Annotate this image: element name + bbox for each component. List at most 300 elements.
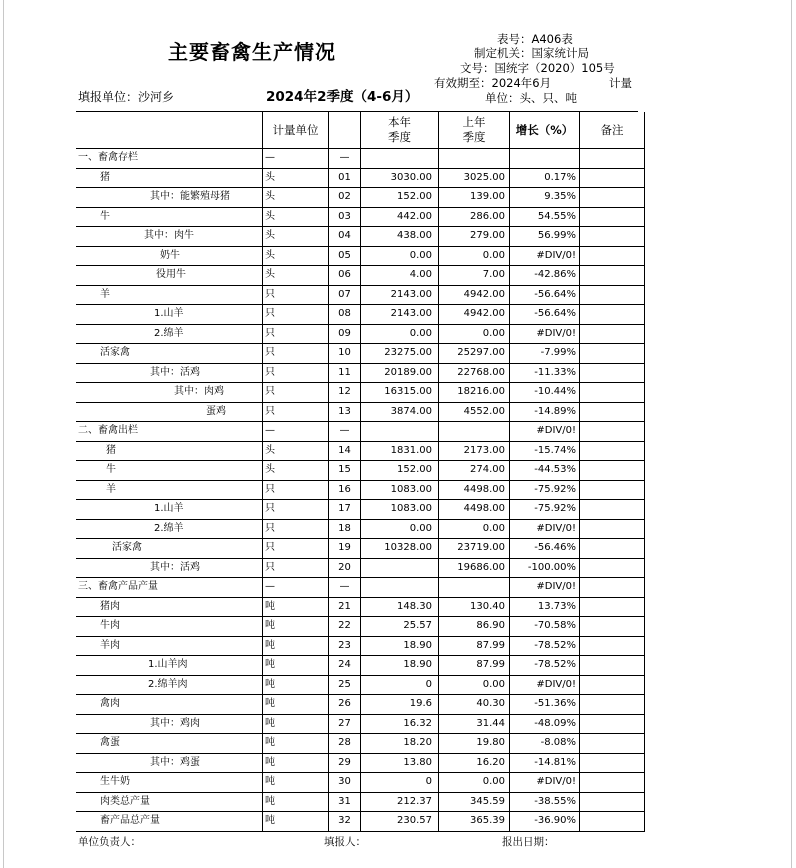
row-last: 139.00	[439, 188, 510, 208]
row-remarks	[580, 558, 645, 578]
row-remarks	[580, 656, 645, 676]
row-growth: -14.89%	[510, 402, 580, 422]
row-remarks	[580, 480, 645, 500]
row-unit: 头	[263, 227, 329, 247]
row-item-name: 其中：肉鸡	[76, 383, 263, 403]
row-growth: -78.52%	[510, 656, 580, 676]
row-item-name: 2.绵羊肉	[76, 675, 263, 695]
table-row	[76, 227, 645, 247]
row-unit: 头	[263, 207, 329, 227]
row-current: 1083.00	[361, 500, 439, 520]
row-current	[361, 422, 439, 442]
row-growth: -51.36%	[510, 695, 580, 715]
row-current	[361, 578, 439, 598]
row-code: 11	[329, 363, 361, 383]
row-item-name: 奶牛	[76, 246, 263, 266]
row-code: 21	[329, 597, 361, 617]
row-current: 2143.00	[361, 305, 439, 325]
row-current	[361, 558, 439, 578]
row-last: 3025.00	[439, 168, 510, 188]
row-growth: #DIV/0!	[510, 578, 580, 598]
row-code: 31	[329, 792, 361, 812]
header-unit: 计量单位	[263, 112, 329, 149]
sheet-border-right	[791, 0, 792, 868]
row-unit: 吨	[263, 636, 329, 656]
row-remarks	[580, 324, 645, 344]
row-item-name: 牛肉	[76, 617, 263, 637]
row-unit: 只	[263, 324, 329, 344]
row-current: 19.6	[361, 695, 439, 715]
document-number: 文号：国统字（2020）105号	[460, 61, 615, 75]
table-row	[76, 578, 645, 598]
row-code: 15	[329, 461, 361, 481]
row-unit: 只	[263, 363, 329, 383]
row-last: 40.30	[439, 695, 510, 715]
row-current: 230.57	[361, 812, 439, 832]
row-current: 25.57	[361, 617, 439, 637]
row-remarks	[580, 539, 645, 559]
row-code: 29	[329, 753, 361, 773]
row-item-name: 牛	[76, 461, 263, 481]
row-item-name: 生牛奶	[76, 773, 263, 793]
row-unit: 吨	[263, 656, 329, 676]
footer-head: 单位负责人：	[78, 836, 141, 848]
row-last: 0.00	[439, 773, 510, 793]
row-growth: 54.55%	[510, 207, 580, 227]
row-code: 20	[329, 558, 361, 578]
table-row	[76, 188, 645, 208]
row-last: 87.99	[439, 636, 510, 656]
row-unit: —	[263, 149, 329, 169]
row-growth: #DIV/0!	[510, 324, 580, 344]
row-remarks	[580, 227, 645, 247]
row-remarks	[580, 695, 645, 715]
row-unit: 头	[263, 266, 329, 286]
row-growth: -14.81%	[510, 753, 580, 773]
table-header	[76, 112, 645, 149]
row-current	[361, 149, 439, 169]
row-remarks	[580, 597, 645, 617]
row-remarks	[580, 812, 645, 832]
row-code: 27	[329, 714, 361, 734]
row-code: —	[329, 578, 361, 598]
row-growth: -38.55%	[510, 792, 580, 812]
row-growth: 0.17%	[510, 168, 580, 188]
row-growth: #DIV/0!	[510, 773, 580, 793]
table-row	[76, 617, 645, 637]
row-last: 19686.00	[439, 558, 510, 578]
row-unit: 只	[263, 305, 329, 325]
row-last: 4942.00	[439, 305, 510, 325]
row-unit: 只	[263, 402, 329, 422]
row-growth: -44.53%	[510, 461, 580, 481]
row-code: 04	[329, 227, 361, 247]
row-growth: -70.58%	[510, 617, 580, 637]
row-unit: 只	[263, 539, 329, 559]
row-current: 13.80	[361, 753, 439, 773]
row-item-name: 役用牛	[76, 266, 263, 286]
header-code	[329, 112, 361, 149]
row-remarks	[580, 578, 645, 598]
row-remarks	[580, 188, 645, 208]
row-last: 22768.00	[439, 363, 510, 383]
row-unit: 吨	[263, 773, 329, 793]
row-unit: 头	[263, 246, 329, 266]
table-row	[76, 539, 645, 559]
row-remarks	[580, 714, 645, 734]
row-last: 19.80	[439, 734, 510, 754]
row-item-name: 其中：能繁殖母猪	[76, 188, 263, 208]
row-unit: 头	[263, 441, 329, 461]
row-last: 7.00	[439, 266, 510, 286]
row-current: 2143.00	[361, 285, 439, 305]
row-code: 22	[329, 617, 361, 637]
row-unit: 只	[263, 480, 329, 500]
row-item-name: 其中：鸡肉	[76, 714, 263, 734]
row-growth: -8.08%	[510, 734, 580, 754]
row-current: 23275.00	[361, 344, 439, 364]
row-item-name: 1.山羊	[76, 500, 263, 520]
row-current: 18.20	[361, 734, 439, 754]
table-row	[76, 675, 645, 695]
row-remarks	[580, 519, 645, 539]
production-table	[76, 112, 645, 832]
row-remarks	[580, 305, 645, 325]
table-row	[76, 207, 645, 227]
row-remarks	[580, 246, 645, 266]
row-remarks	[580, 363, 645, 383]
row-item-name: 牛	[76, 207, 263, 227]
row-code: 24	[329, 656, 361, 676]
row-code: 26	[329, 695, 361, 715]
measure-label: 计量	[609, 76, 632, 90]
header-remarks: 备注	[580, 112, 645, 149]
row-last: 0.00	[439, 324, 510, 344]
row-growth: -11.33%	[510, 363, 580, 383]
row-last	[439, 578, 510, 598]
row-code: 16	[329, 480, 361, 500]
authority: 制定机关：国家统计局	[474, 46, 589, 60]
row-growth: -7.99%	[510, 344, 580, 364]
row-current: 16.32	[361, 714, 439, 734]
table-row	[76, 461, 645, 481]
row-code: —	[329, 422, 361, 442]
row-growth: 13.73%	[510, 597, 580, 617]
row-growth: -10.44%	[510, 383, 580, 403]
row-remarks	[580, 734, 645, 754]
row-current: 442.00	[361, 207, 439, 227]
row-item-name: 猪	[76, 168, 263, 188]
table-row	[76, 734, 645, 754]
table-row	[76, 324, 645, 344]
row-last: 286.00	[439, 207, 510, 227]
table-row	[76, 714, 645, 734]
table-row	[76, 305, 645, 325]
row-current: 20189.00	[361, 363, 439, 383]
footer-filler: 填报人：	[324, 836, 366, 848]
row-last: 0.00	[439, 675, 510, 695]
row-current: 0	[361, 675, 439, 695]
row-unit: 只	[263, 344, 329, 364]
row-item-name: 三、畜禽产品产量	[76, 578, 263, 598]
row-growth: -36.90%	[510, 812, 580, 832]
row-last: 2173.00	[439, 441, 510, 461]
row-item-name: 羊	[76, 285, 263, 305]
row-item-name: 其中：鸡蛋	[76, 753, 263, 773]
table-row	[76, 363, 645, 383]
row-last: 274.00	[439, 461, 510, 481]
row-growth: -56.46%	[510, 539, 580, 559]
row-current: 0.00	[361, 324, 439, 344]
row-growth: -75.92%	[510, 500, 580, 520]
row-code: 03	[329, 207, 361, 227]
page-title: 主要畜禽生产情况	[168, 40, 336, 64]
row-item-name: 活家禽	[76, 539, 263, 559]
row-item-name: 1.山羊	[76, 305, 263, 325]
row-remarks	[580, 285, 645, 305]
row-unit: 头	[263, 188, 329, 208]
row-remarks	[580, 617, 645, 637]
row-item-name: 其中：活鸡	[76, 558, 263, 578]
row-item-name: 2.绵羊	[76, 519, 263, 539]
row-remarks	[580, 461, 645, 481]
row-unit: 吨	[263, 753, 329, 773]
footer-date: 报出日期：	[502, 836, 555, 848]
row-current: 4.00	[361, 266, 439, 286]
row-code: 07	[329, 285, 361, 305]
row-item-name: 猪肉	[76, 597, 263, 617]
report-period: 2024年2季度（4-6月）	[266, 89, 419, 105]
row-code: 25	[329, 675, 361, 695]
table-row	[76, 636, 645, 656]
row-current: 212.37	[361, 792, 439, 812]
row-code: 06	[329, 266, 361, 286]
row-last: 23719.00	[439, 539, 510, 559]
row-remarks	[580, 344, 645, 364]
row-current: 0.00	[361, 519, 439, 539]
row-last: 4498.00	[439, 500, 510, 520]
table-row	[76, 753, 645, 773]
row-last: 25297.00	[439, 344, 510, 364]
table-row	[76, 149, 645, 169]
row-growth: 9.35%	[510, 188, 580, 208]
table-row	[76, 383, 645, 403]
row-growth: -75.92%	[510, 480, 580, 500]
row-code: 08	[329, 305, 361, 325]
row-current: 0	[361, 773, 439, 793]
row-code: 12	[329, 383, 361, 403]
row-item-name: 二、畜禽出栏	[76, 422, 263, 442]
header-current: 本年 季度	[361, 112, 439, 149]
row-current: 1083.00	[361, 480, 439, 500]
row-remarks	[580, 383, 645, 403]
row-growth: 56.99%	[510, 227, 580, 247]
row-unit: 吨	[263, 597, 329, 617]
table-row	[76, 558, 645, 578]
row-growth	[510, 149, 580, 169]
row-current: 3874.00	[361, 402, 439, 422]
row-growth: -15.74%	[510, 441, 580, 461]
table-row	[76, 656, 645, 676]
row-unit: 吨	[263, 734, 329, 754]
row-last: 365.39	[439, 812, 510, 832]
row-item-name: 2.绵羊	[76, 324, 263, 344]
row-item-name: 禽蛋	[76, 734, 263, 754]
table-row	[76, 500, 645, 520]
row-current: 3030.00	[361, 168, 439, 188]
row-code: 28	[329, 734, 361, 754]
table-row	[76, 441, 645, 461]
row-last: 18216.00	[439, 383, 510, 403]
row-last: 86.90	[439, 617, 510, 637]
table-row	[76, 266, 645, 286]
row-current: 0.00	[361, 246, 439, 266]
header-last: 上年 季度	[439, 112, 510, 149]
row-remarks	[580, 773, 645, 793]
row-code: 02	[329, 188, 361, 208]
row-growth: -78.52%	[510, 636, 580, 656]
row-last: 4498.00	[439, 480, 510, 500]
row-remarks	[580, 753, 645, 773]
row-unit: —	[263, 578, 329, 598]
row-remarks	[580, 636, 645, 656]
row-code: 19	[329, 539, 361, 559]
row-code: 10	[329, 344, 361, 364]
report-unit: 填报单位：沙河乡	[78, 90, 175, 104]
row-item-name: 畜产品总产量	[76, 812, 263, 832]
row-remarks	[580, 792, 645, 812]
row-unit: 只	[263, 285, 329, 305]
row-unit: 只	[263, 558, 329, 578]
table-row	[76, 402, 645, 422]
table-row	[76, 792, 645, 812]
table-row	[76, 422, 645, 442]
row-current: 148.30	[361, 597, 439, 617]
row-growth: #DIV/0!	[510, 422, 580, 442]
row-growth: -42.86%	[510, 266, 580, 286]
row-item-name: 其中：肉牛	[76, 227, 263, 247]
row-item-name: 禽肉	[76, 695, 263, 715]
row-item-name: 蛋鸡	[76, 402, 263, 422]
row-code: 09	[329, 324, 361, 344]
row-remarks	[580, 402, 645, 422]
table-row	[76, 812, 645, 832]
row-growth: #DIV/0!	[510, 675, 580, 695]
row-last: 87.99	[439, 656, 510, 676]
row-code: 32	[329, 812, 361, 832]
row-last: 0.00	[439, 246, 510, 266]
row-current: 16315.00	[361, 383, 439, 403]
row-unit: 吨	[263, 617, 329, 637]
table-row	[76, 597, 645, 617]
valid-until: 有效期至：2024年6月	[434, 76, 552, 90]
row-unit: 吨	[263, 675, 329, 695]
row-unit: 吨	[263, 695, 329, 715]
row-remarks	[580, 422, 645, 442]
row-item-name: 1.山羊肉	[76, 656, 263, 676]
table-row	[76, 773, 645, 793]
row-current: 10328.00	[361, 539, 439, 559]
table-row	[76, 519, 645, 539]
row-remarks	[580, 441, 645, 461]
row-unit: 吨	[263, 812, 329, 832]
table-row	[76, 480, 645, 500]
row-unit: 只	[263, 500, 329, 520]
row-code: 18	[329, 519, 361, 539]
row-current: 18.90	[361, 636, 439, 656]
measure-unit: 单位：头、只、吨	[485, 91, 577, 105]
row-unit: 头	[263, 168, 329, 188]
row-code: 30	[329, 773, 361, 793]
row-last	[439, 422, 510, 442]
row-remarks	[580, 168, 645, 188]
row-code: 01	[329, 168, 361, 188]
row-remarks	[580, 675, 645, 695]
row-code: 13	[329, 402, 361, 422]
row-unit: 只	[263, 383, 329, 403]
row-remarks	[580, 266, 645, 286]
row-current: 152.00	[361, 461, 439, 481]
row-code: 17	[329, 500, 361, 520]
row-growth: -100.00%	[510, 558, 580, 578]
header-growth: 增长（%）	[510, 112, 580, 149]
row-code: —	[329, 149, 361, 169]
header-item	[76, 112, 263, 149]
row-item-name: 羊肉	[76, 636, 263, 656]
sheet-border-left	[3, 0, 4, 868]
table-row	[76, 344, 645, 364]
row-item-name: 肉类总产量	[76, 792, 263, 812]
row-last: 279.00	[439, 227, 510, 247]
row-remarks	[580, 500, 645, 520]
row-item-name: 猪	[76, 441, 263, 461]
row-last: 16.20	[439, 753, 510, 773]
table-row	[76, 285, 645, 305]
row-code: 14	[329, 441, 361, 461]
row-unit: 吨	[263, 792, 329, 812]
row-last: 31.44	[439, 714, 510, 734]
row-last: 345.59	[439, 792, 510, 812]
row-item-name: 羊	[76, 480, 263, 500]
row-remarks	[580, 207, 645, 227]
row-unit: 吨	[263, 714, 329, 734]
row-last: 4942.00	[439, 285, 510, 305]
row-growth: -56.64%	[510, 285, 580, 305]
row-item-name: 活家禽	[76, 344, 263, 364]
row-code: 05	[329, 246, 361, 266]
row-current: 438.00	[361, 227, 439, 247]
row-last	[439, 149, 510, 169]
row-growth: #DIV/0!	[510, 519, 580, 539]
row-growth: -48.09%	[510, 714, 580, 734]
row-item-name: 一、畜禽存栏	[76, 149, 263, 169]
row-last: 130.40	[439, 597, 510, 617]
row-growth: #DIV/0!	[510, 246, 580, 266]
row-current: 18.90	[361, 656, 439, 676]
table-row	[76, 695, 645, 715]
row-code: 23	[329, 636, 361, 656]
row-last: 0.00	[439, 519, 510, 539]
row-current: 1831.00	[361, 441, 439, 461]
row-unit: —	[263, 422, 329, 442]
table-row	[76, 168, 645, 188]
form-number: 表号：A406表	[497, 32, 573, 46]
row-growth: -56.64%	[510, 305, 580, 325]
row-remarks	[580, 149, 645, 169]
table-row	[76, 246, 645, 266]
row-item-name: 其中：活鸡	[76, 363, 263, 383]
row-last: 4552.00	[439, 402, 510, 422]
